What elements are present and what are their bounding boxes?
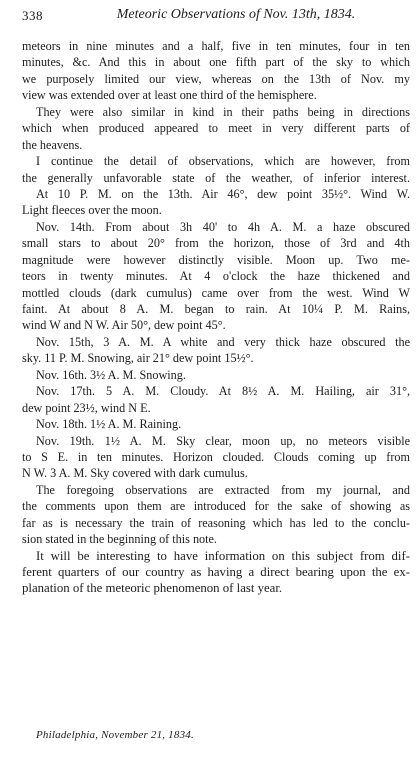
running-title: Meteoric Observations of Nov. 13th, 1834. — [116, 7, 356, 22]
text-line: minutes, &c. And this in about one fifth part of the sky to which — [22, 55, 410, 70]
text-line: Nov. 14th. From about 3h 40' to 4h A. M. a haze obscured — [36, 219, 410, 234]
text-line: It will be interesting to have information on this subject from dif- — [36, 548, 410, 563]
text-line: The foregoing observations are extracted from my journal, and — [36, 482, 410, 497]
page-number: 338 — [22, 8, 43, 23]
text-line: I continue the detail of observations, which are however, from — [36, 154, 410, 169]
text-line: view was extended over at least one third of the hemisphere. — [22, 88, 317, 103]
text-line: which when produced appeared to meet in very different parts of — [22, 121, 410, 136]
text-line: to S E. in ten minutes. Horizon clouded. Clouds coming up from — [22, 449, 410, 464]
text-line: mottled clouds (dark cumulus) came over from the west. Wind W — [22, 285, 410, 300]
text-line: ferent quarters of our country as having a direct bearing upon the ex- — [22, 565, 410, 579]
text-line: the comments upon them are introduced for the sake of showing as — [22, 499, 410, 514]
text-line: far as is necessary the train of reasoning which has led to the conclu- — [22, 515, 410, 530]
text-line: faint. At about 8 A. M. began to rain. At 10¼ P. M. Rains, — [22, 302, 410, 316]
text-line: sky. 11 P. M. Snowing, air 21° dew point 15½°. — [22, 351, 254, 366]
body-text — [22, 38, 410, 597]
text-line: small stars to about 20° from the horizon, those of 3rd and 4th — [22, 236, 410, 251]
text-line: At 10 P. M. on the 13th. Air 46°, dew point 35½°. Wind W. — [36, 186, 410, 201]
text-line: magnitude were however distinctly visible. Moon up. Two me- — [22, 252, 410, 267]
text-line: teors in twenty minutes. At 4 o'clock the haze thickened and — [22, 269, 410, 284]
text-line: Nov. 19th. 1½ A. M. Sky clear, moon up, no meteors visible — [36, 433, 410, 448]
signature-line: Philadelphia, November 21, 1834. — [36, 729, 194, 741]
page-header — [22, 5, 410, 27]
text-line: N W. 3 A. M. Sky covered with dark cumulus. — [22, 466, 248, 481]
text-line: dew point 23½, wind N E. — [22, 400, 151, 415]
text-line: the heavens. — [22, 137, 83, 152]
text-line: sion stated in the beginning of this note. — [22, 532, 217, 547]
text-line: wind W and N W. Air 50°, dew point 45°. — [22, 318, 226, 333]
text-line: Nov. 17th. 5 A. M. Cloudy. At 8½ A. M. Hailing, air 31°, — [36, 384, 410, 399]
text-line: we purposely limited our view, whereas on the 13th of Nov. my — [22, 71, 410, 86]
text-line: Light fleeces over the moon. — [22, 203, 162, 218]
text-line: Nov. 15th, 3 A. M. A white and very thick haze obscured the — [36, 334, 410, 349]
text-line: They were also similar in kind in their paths being in directions — [36, 104, 410, 119]
text-line: the generally unfavorable state of the weather, of inferior interest. — [22, 170, 410, 185]
text-line: Nov. 16th. 3½ A. M. Snowing. — [36, 367, 186, 382]
text-line: meteors in nine minutes and a half, five in ten minutes, four in ten — [22, 39, 410, 53]
text-line: planation of the meteoric phenomenon of last year. — [22, 581, 283, 596]
text-line: Nov. 18th. 1½ A. M. Raining. — [36, 417, 182, 432]
